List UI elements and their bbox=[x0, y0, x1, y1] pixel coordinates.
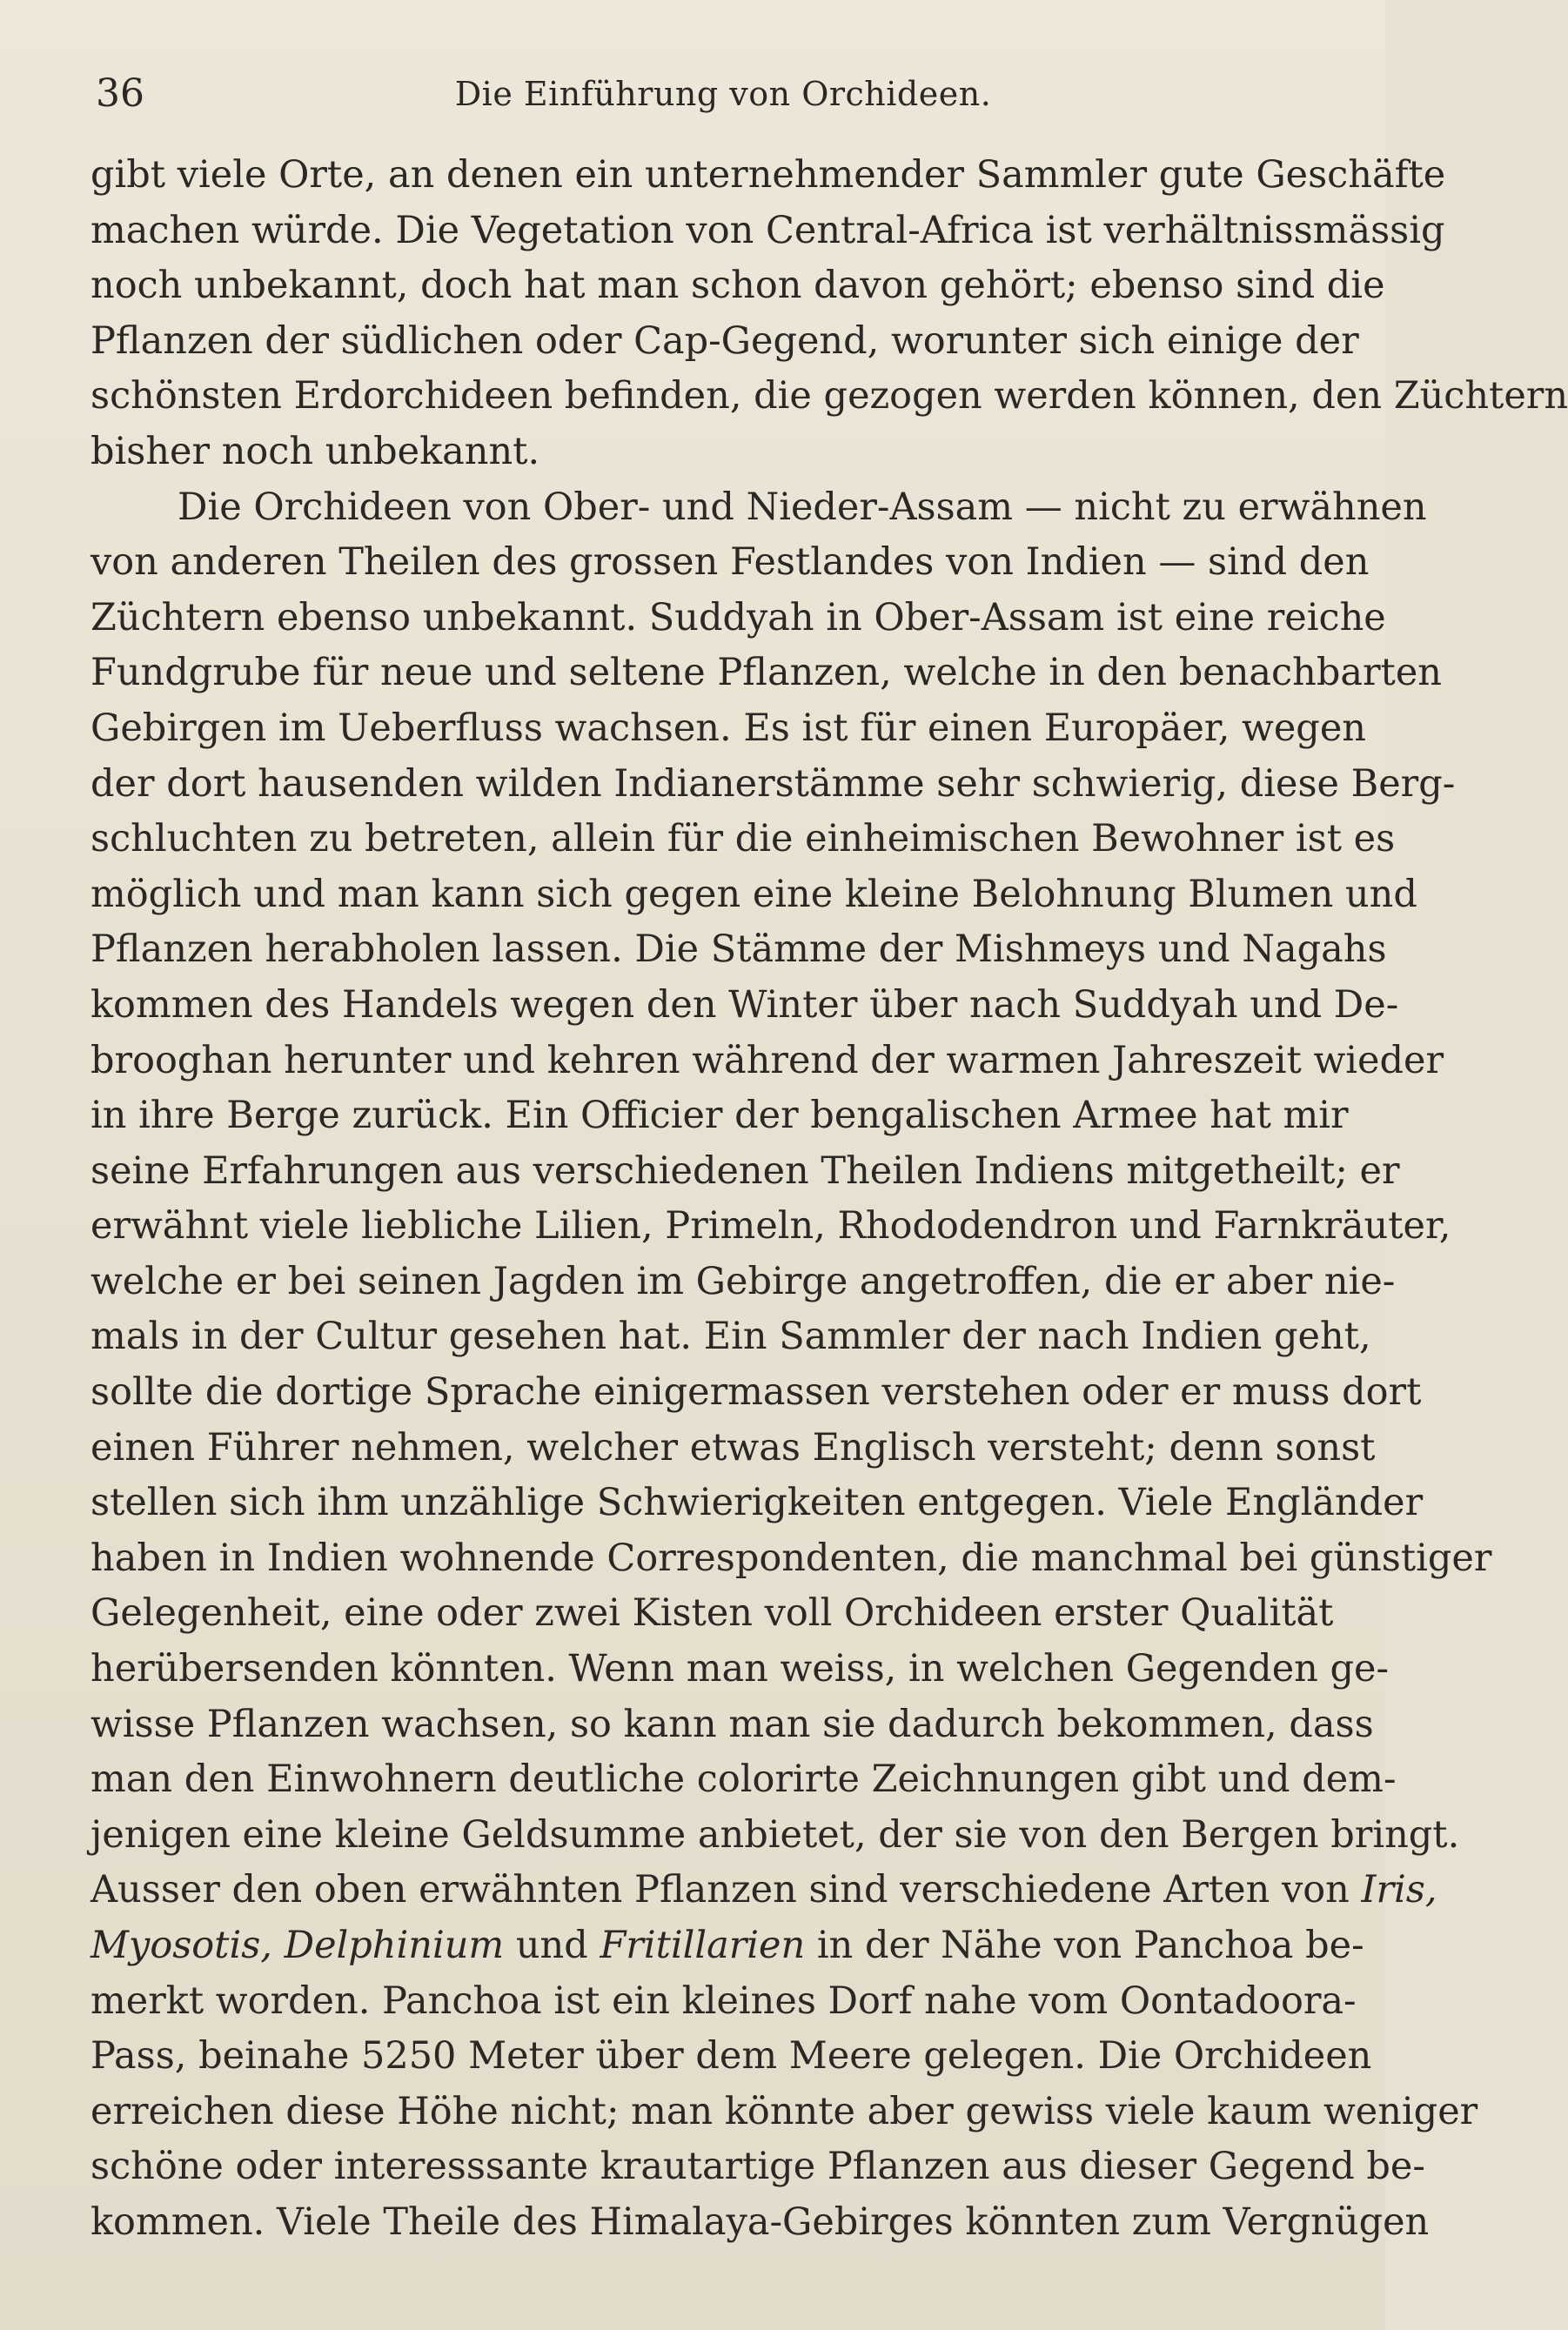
text-run: Ausser den oben erwähnten Pflanzen sind verschiedene Arten von bbox=[90, 1868, 1350, 1912]
text-line: noch unbekannt, doch hat man schon davon gehört; ebenso sind die bbox=[90, 264, 1385, 308]
text-line: einen Führer nehmen, welcher etwas Englisch versteht; denn sonst bbox=[90, 1425, 1376, 1470]
body-text bbox=[90, 148, 1568, 2251]
text-line: herübersenden könnten. Wenn man weiss, in welchen Gegenden ge- bbox=[90, 1647, 1390, 1691]
text-run: und bbox=[515, 1924, 588, 1967]
text-line: erwähnt viele liebliche Lilien, Primeln, Rhododendron und Farnkräuter, bbox=[90, 1204, 1451, 1249]
text-line: schluchten zu betreten, allein für die einheimischen Bewohner ist es bbox=[90, 817, 1396, 861]
page-number: 36 bbox=[96, 71, 144, 116]
text-line: Gebirgen im Ueberfluss wachsen. Es ist für einen Europäer, wegen bbox=[90, 706, 1366, 750]
italic-term: Myosotis, Delphinium bbox=[90, 1924, 505, 1967]
text-line: in ihre Berge zurück. Ein Officier der bengalischen Armee hat mir bbox=[90, 1094, 1349, 1138]
text-line: man den Einwohnern deutliche colorirte Zeichnungen gibt und dem- bbox=[90, 1758, 1397, 1802]
text-line: der dort hausenden wilden Indianerstämme sehr schwierig, diese Berg- bbox=[90, 761, 1456, 806]
text-line: brooghan herunter und kehren während der warmen Jahreszeit wieder bbox=[90, 1038, 1444, 1082]
text-line bbox=[90, 1918, 1364, 1974]
text-line: schöne oder interesssante krautartige Pflanzen aus dieser Gegend be- bbox=[90, 2145, 1425, 2189]
text-line: Fundgrube für neue und seltene Pflanzen, welche in den benachbarten bbox=[90, 651, 1442, 695]
text-line: mals in der Cultur gesehen hat. Ein Sammler der nach Indien geht, bbox=[90, 1315, 1371, 1359]
text-line: schönsten Erdorchideen befinden, die gezogen werden können, den Züchtern bbox=[90, 374, 1568, 418]
text-line: welche er bei seinen Jagden im Gebirge angetroffen, die er aber nie- bbox=[90, 1259, 1396, 1303]
text-line: Pass, beinahe 5250 Meter über dem Meere gelegen. Die Orchideen bbox=[90, 2034, 1372, 2079]
text-line: stellen sich ihm unzählige Schwierigkeiten entgegen. Viele Engländer bbox=[90, 1481, 1424, 1525]
text-line: von anderen Theilen des grossen Festlandes von Indien — sind den bbox=[90, 540, 1370, 585]
text-line: erreichen diese Höhe nicht; man könnte aber gewiss viele kaum weniger bbox=[90, 2089, 1478, 2133]
text-line: machen würde. Die Vegetation von Central-Africa ist verhältnissmässig bbox=[90, 208, 1445, 252]
text-line: jenigen eine kleine Geldsumme anbietet, der sie von den Bergen bringt. bbox=[90, 1812, 1460, 1857]
text-line: Gelegenheit, eine oder zwei Kisten voll Orchideen erster Qualität bbox=[90, 1591, 1334, 1636]
text-line: sollte die dortige Sprache einigermassen verstehen oder er muss dort bbox=[90, 1370, 1422, 1415]
text-line: wisse Pflanzen wachsen, so kann man sie dadurch bekommen, dass bbox=[90, 1702, 1374, 1746]
italic-term: Fritillarien bbox=[600, 1924, 806, 1967]
text-line: haben in Indien wohnende Correspondenten, die manchmal bei günstiger bbox=[90, 1536, 1492, 1580]
text-line: möglich und man kann sich gegen eine kleine Belohnung Blumen und bbox=[90, 872, 1417, 916]
running-title: Die Einführung von Orchideen. bbox=[454, 75, 992, 113]
italic-term: Iris, bbox=[1361, 1868, 1437, 1912]
text-line: Pflanzen der südlichen oder Cap-Gegend, worunter sich einige der bbox=[90, 318, 1359, 363]
text-line: Pflanzen herabholen lassen. Die Stämme der Mishmeys und Nagahs bbox=[90, 927, 1387, 972]
text-run: in der Nähe von Panchoa be- bbox=[816, 1924, 1364, 1967]
text-line: bisher noch unbekannt. bbox=[90, 429, 540, 473]
text-line: Die Orchideen von Ober- und Nieder-Assam — nicht zu erwähnen bbox=[178, 485, 1427, 529]
text-line: gibt viele Orte, an denen ein unternehmender Sammler gute Geschäfte bbox=[90, 153, 1446, 197]
text-line: Züchtern ebenso unbekannt. Suddyah in Ober-Assam ist eine reiche bbox=[90, 595, 1386, 639]
text-line: kommen des Handels wegen den Winter über nach Suddyah und De- bbox=[90, 982, 1399, 1027]
text-line: merkt worden. Panchoa ist ein kleines Dorf nahe vom Oontadoora- bbox=[90, 1978, 1357, 2023]
text-line bbox=[90, 1863, 1437, 1918]
text-line: seine Erfahrungen aus verschiedenen Theilen Indiens mitgetheilt; er bbox=[90, 1148, 1400, 1193]
text-line: kommen. Viele Theile des Himalaya-Gebirges könnten zum Vergnügen bbox=[90, 2199, 1430, 2244]
